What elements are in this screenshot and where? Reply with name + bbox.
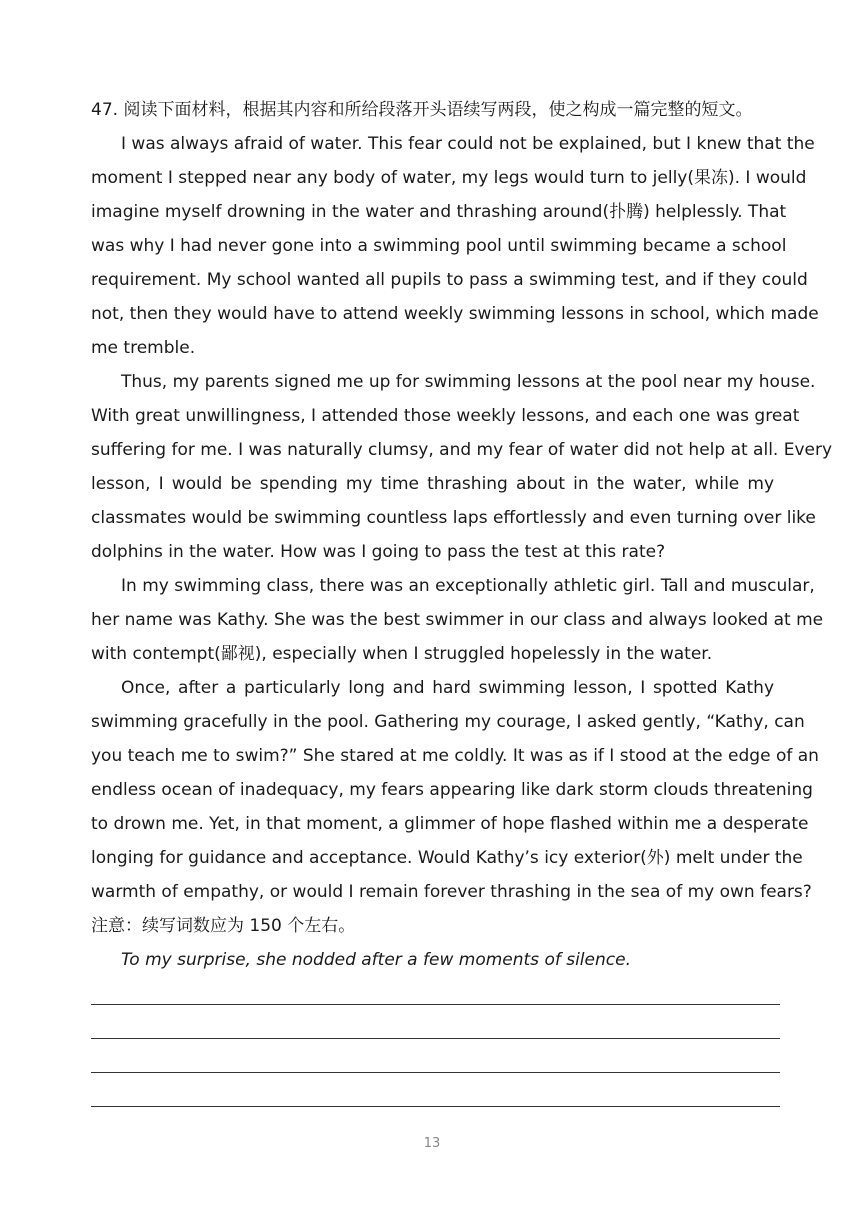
paragraph-line: to drown me. Yet, in that moment, a glimmer of hope flashed within me a desperate bbox=[91, 814, 809, 834]
paragraph-line: I was always afraid of water. This fear could not be explained, but I knew that the bbox=[121, 134, 815, 154]
paragraph-line: Once, after a particularly long and hard swimming lesson, I spotted Kathy bbox=[121, 678, 774, 698]
paragraph-line: longing for guidance and acceptance. Would Kathy’s icy exterior(外) melt under the bbox=[91, 848, 803, 868]
answer-area bbox=[91, 977, 774, 1113]
paragraph-line: not, then they would have to attend weekly swimming lessons in school, which made bbox=[91, 304, 819, 324]
paragraph-line: lesson, I would be spending my time thrashing about in the water, while my bbox=[91, 474, 774, 494]
paragraph-line: warmth of empathy, or would I remain forever thrashing in the sea of my own fears? bbox=[91, 882, 812, 902]
paragraph-1 bbox=[91, 127, 819, 365]
paragraph-2 bbox=[91, 365, 833, 569]
answer-line[interactable] bbox=[91, 977, 774, 1011]
paragraph-line: suffering for me. I was naturally clumsy, and my fear of water did not help at all. Every bbox=[91, 440, 833, 460]
paragraph-4 bbox=[91, 671, 819, 909]
answer-line[interactable] bbox=[91, 1011, 774, 1045]
word-count-note: 注意：续写词数应为 150 个左右。 bbox=[91, 916, 356, 936]
paragraph-3 bbox=[91, 569, 824, 671]
page-number: 13 bbox=[423, 1136, 441, 1151]
answer-line[interactable] bbox=[91, 1079, 774, 1113]
passage bbox=[91, 127, 833, 909]
paragraph-line: In my swimming class, there was an exceptionally athletic girl. Tall and muscular, bbox=[121, 576, 815, 596]
paragraph-line: Thus, my parents signed me up for swimming lessons at the pool near my house. bbox=[121, 372, 816, 392]
paragraph-line: moment I stepped near any body of water, my legs would turn to jelly(果冻). I would bbox=[91, 168, 807, 188]
paragraph-line: imagine myself drowning in the water and thrashing around(扑腾) helplessly. That bbox=[91, 202, 787, 222]
paragraph-line: dolphins in the water. How was I going to pass the test at this rate? bbox=[91, 542, 666, 562]
answer-line[interactable] bbox=[91, 1045, 774, 1079]
question-heading: 47. 阅读下面材料，根据其内容和所给段落开头语续写两段，使之构成一篇完整的短文。 bbox=[91, 100, 753, 120]
paragraph-line: swimming gracefully in the pool. Gathering my courage, I asked gently, “Kathy, can bbox=[91, 712, 805, 732]
paragraph-line: endless ocean of inadequacy, my fears appearing like dark storm clouds threatening bbox=[91, 780, 813, 800]
paragraph-line: with contempt(鄙视), especially when I struggled hopelessly in the water. bbox=[91, 644, 713, 664]
exam-page bbox=[91, 93, 833, 1113]
paragraph-line: With great unwillingness, I attended those weekly lessons, and each one was great bbox=[91, 406, 800, 426]
opening-sentence: To my surprise, she nodded after a few moments of silence. bbox=[121, 950, 631, 970]
paragraph-line: requirement. My school wanted all pupils to pass a swimming test, and if they could bbox=[91, 270, 808, 290]
paragraph-line: her name was Kathy. She was the best swimmer in our class and always looked at me bbox=[91, 610, 824, 630]
paragraph-line: you teach me to swim?” She stared at me coldly. It was as if I stood at the edge of an bbox=[91, 746, 819, 766]
paragraph-line: me tremble. bbox=[91, 338, 196, 358]
paragraph-line: classmates would be swimming countless laps effortlessly and even turning over like bbox=[91, 508, 816, 528]
paragraph-line: was why I had never gone into a swimming pool until swimming became a school bbox=[91, 236, 787, 256]
